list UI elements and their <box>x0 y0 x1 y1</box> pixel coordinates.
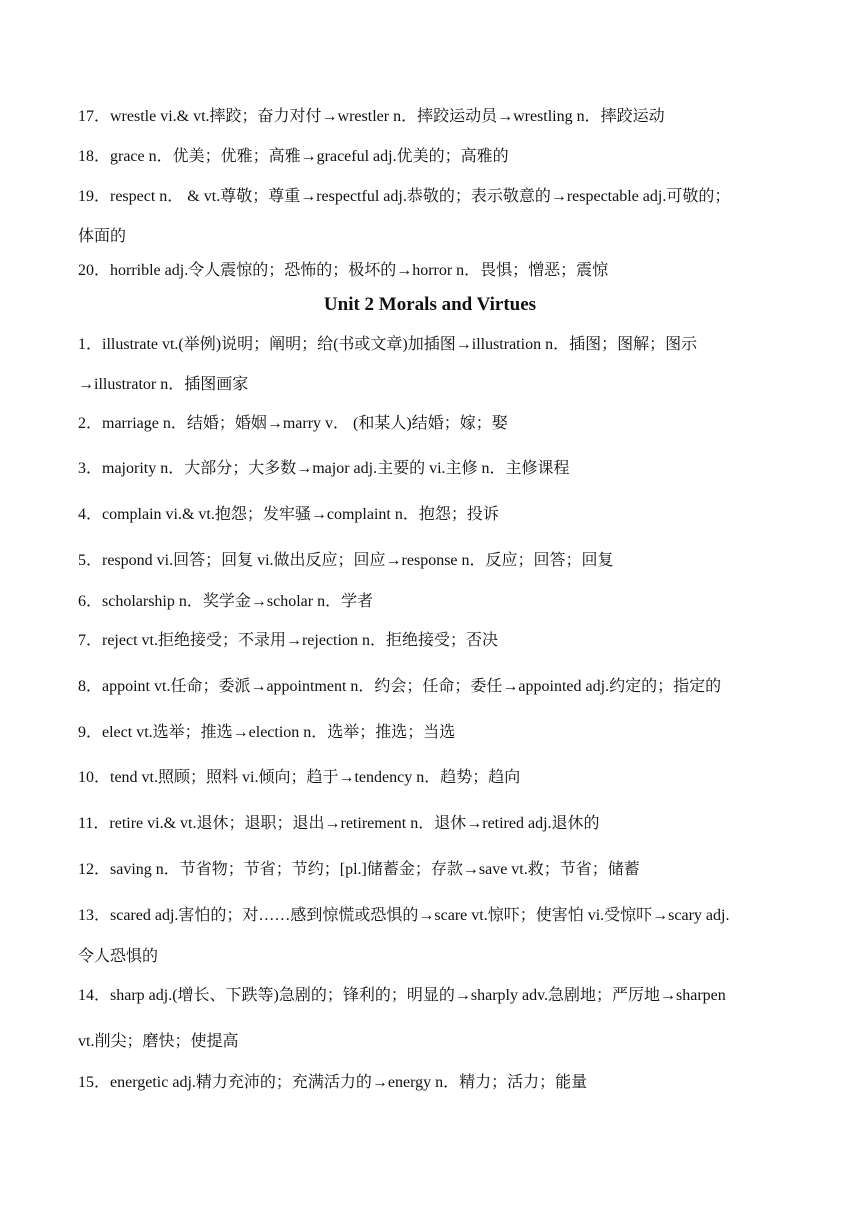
vocab-entry-19: 19．respect n． & vt.尊敬；尊重→respectful adj.恭敬的；表示敬意的→respectable adj.可敬的； <box>78 188 731 205</box>
vocab-entry-15: 15．energetic adj.精力充沛的；充满活力的→energy n．精力；活力；能量 <box>78 1074 588 1091</box>
vocab-entry-5: 5．respond vi.回答；回复 vi.做出反应；回应→response n．反应；回答；回复 <box>78 552 614 569</box>
unit-title: Unit 2 Morals and Virtues <box>323 294 537 315</box>
vocab-entry-13-cont: 令人恐惧的 <box>78 948 159 965</box>
vocab-entry-18: 18．grace n．优美；优雅；高雅→graceful adj.优美的；高雅的 <box>78 148 509 165</box>
vocab-entry-4: 4．complain vi.& vt.抱怨；发牢骚→complaint n．抱怨；投诉 <box>78 506 499 523</box>
vocab-entry-1-cont: →illustrator n．插图画家 <box>78 376 249 393</box>
vocab-entry-3: 3．majority n．大部分；大多数→major adj.主要的 vi.主修 n．主修课程 <box>78 460 570 477</box>
vocab-entry-10: 10．tend vt.照顾；照料 vi.倾向；趋于→tendency n．趋势；趋向 <box>78 769 521 786</box>
vocab-entry-12: 12．saving n．节省物；节省；节约；[pl.]储蓄金；存款→save vt.救；节省；储蓄 <box>78 861 640 878</box>
vocab-entry-6: 6．scholarship n．奖学金→scholar n．学者 <box>78 593 374 610</box>
vocab-entry-17: 17．wrestle vi.& vt.摔跤；奋力对付→wrestler n．摔跤运动员→wrestling n．摔跤运动 <box>78 108 665 125</box>
vocab-entry-8: 8．appoint vt.任命；委派→appointment n．约会；任命；委任→appointed adj.约定的；指定的 <box>78 678 722 695</box>
vocab-entry-7: 7．reject vt.拒绝接受；不录用→rejection n．拒绝接受；否决 <box>78 632 498 649</box>
vocab-entry-14: 14．sharp adj.(增长、下跌等)急剧的；锋利的；明显的→sharply adv.急剧地；严厉地→sharpen <box>78 987 726 1004</box>
vocab-entry-20: 20．horrible adj.令人震惊的；恐怖的；极坏的→horror n．畏惧；憎恶；震惊 <box>78 262 609 279</box>
vocab-entry-19-cont: 体面的 <box>78 228 127 245</box>
vocab-entry-2: 2．marriage n．结婚；婚姻→marry v． (和某人)结婚；嫁；娶 <box>78 415 508 432</box>
vocab-entry-13: 13．scared adj.害怕的；对……感到惊慌或恐惧的→scare vt.惊吓；使害怕 vi.受惊吓→scary adj. <box>78 907 730 924</box>
vocab-entry-11: 11．retire vi.& vt.退休；退职；退出→retirement n．退休→retired adj.退休的 <box>78 815 600 832</box>
vocab-entry-14-cont: vt.削尖；磨快；使提高 <box>78 1033 239 1050</box>
vocab-entry-1: 1．illustrate vt.(举例)说明；阐明；给(书或文章)加插图→illustration n．插图；图解；图示 <box>78 336 698 353</box>
vocab-entry-9: 9．elect vt.选举；推选→election n．选举；推选；当选 <box>78 724 456 741</box>
